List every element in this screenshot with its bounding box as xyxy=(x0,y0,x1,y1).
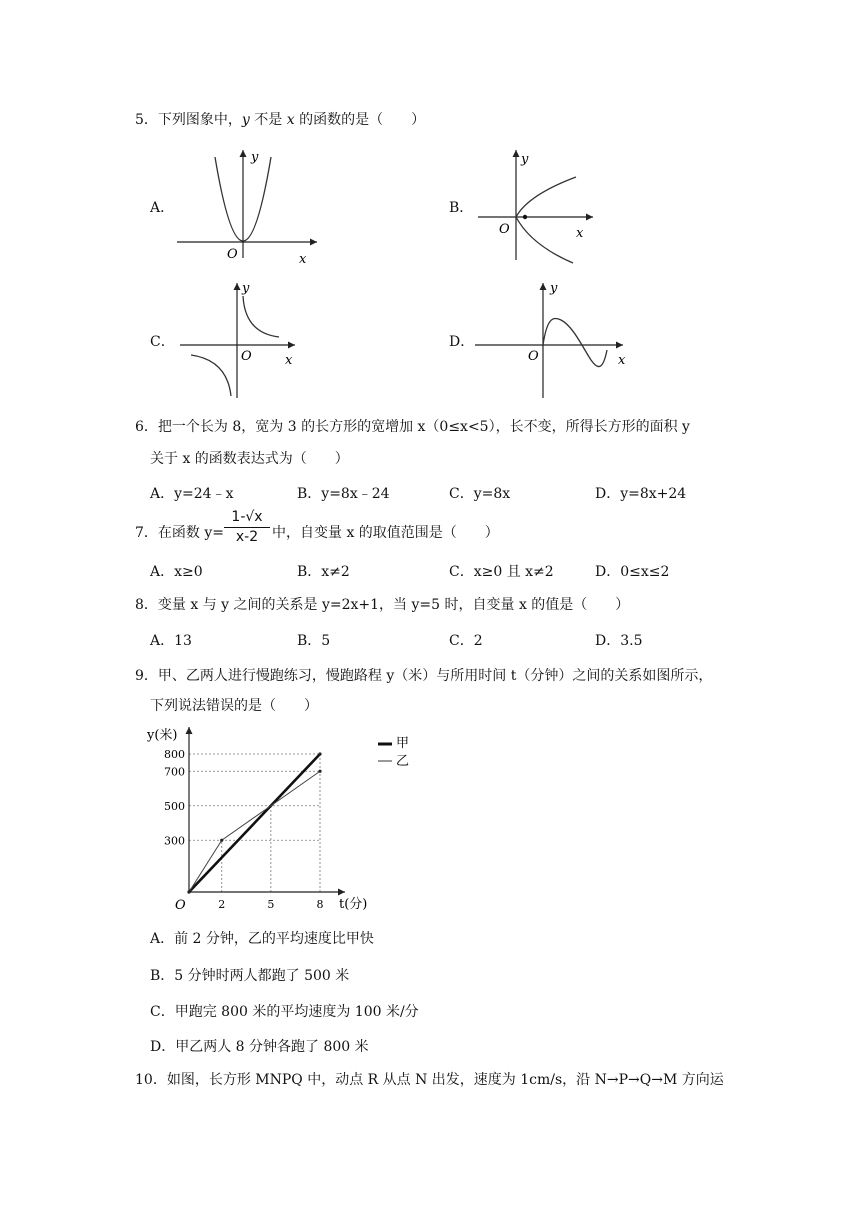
q5-stem xyxy=(135,111,425,129)
q9-option-c: C．甲跑完 800 米的平均速度为 100 米/分 xyxy=(150,1004,419,1020)
q9-line1: 9．甲、乙两人进行慢跑练习，慢跑路程 y（米）与所用时间 t（分钟）之间的关系如图所示， xyxy=(135,668,713,684)
q5-stem-part: 的函数的是（ ） xyxy=(299,112,426,128)
q5-stem-part: 不是 xyxy=(254,112,283,128)
q6-option-c: C．y=8x xyxy=(449,486,511,502)
data-point xyxy=(220,839,223,842)
q7-fraction xyxy=(224,508,270,547)
lower-branch xyxy=(516,217,573,263)
q8-option-b: B．5 xyxy=(297,633,331,649)
legend-label-jia: 甲 xyxy=(396,736,410,751)
origin-label: O xyxy=(227,247,238,262)
y-tick-label: 800 xyxy=(164,748,185,761)
x-tick-label: 8 xyxy=(316,898,324,911)
origin-label: O xyxy=(241,349,252,364)
q6-line1: 6．把一个长为 8，宽为 3 的长方形的宽增加 x（0≤x<5），长不变，所得长方形的面积 y xyxy=(135,419,690,435)
q6-line2: 关于 x 的函数表达式为（ ） xyxy=(150,451,349,467)
q8-option-c: C．2 xyxy=(449,633,483,649)
y-tick-label: 500 xyxy=(164,799,185,813)
axis-y-label: y xyxy=(521,152,529,167)
origin-label: O xyxy=(499,222,510,237)
q5-graph-a xyxy=(175,145,325,265)
q5-var-x: x xyxy=(286,112,295,128)
hyperbola-lower xyxy=(191,355,231,396)
q8-stem: 8．变量 x 与 y 之间的关系是 y=2x+1，当 y=5 时，自变量 x 的值是（ ） xyxy=(135,597,630,613)
q6-option-a: A．y=24﹣x xyxy=(150,486,234,502)
q7-numerator: 1-√x xyxy=(224,508,270,528)
y-axis-label: y(米) xyxy=(147,728,178,743)
axis-x-label: x xyxy=(285,353,293,368)
y-tick-label: 700 xyxy=(164,765,185,779)
axis-y-label: y xyxy=(242,281,250,296)
q7-stem-a: 7．在函数 y= xyxy=(135,525,224,541)
data-point xyxy=(187,890,190,893)
origin-label: O xyxy=(175,898,186,913)
q10-line1: 10．如图，长方形 MNPQ 中，动点 R 从点 N 出发，速度为 1cm/s，沿 N→P→Q→M 方向运 xyxy=(135,1072,724,1088)
q5-graph-c xyxy=(177,278,307,406)
axis-x-label: x xyxy=(618,353,626,368)
x-axis-label: t(分) xyxy=(339,897,368,912)
q8-option-a: A．13 xyxy=(150,633,192,649)
q5-stem-part: 5．下列图象中， xyxy=(135,112,242,128)
hyperbola-upper xyxy=(243,296,279,337)
q5-option-b-label: B． xyxy=(449,200,474,216)
q5-option-d-label: D． xyxy=(449,334,475,350)
q7-option-b: B．x≠2 xyxy=(297,564,350,580)
q8-option-d: D．3.5 xyxy=(595,633,643,649)
series-line-yi xyxy=(189,771,320,892)
axis-y-label: y xyxy=(550,281,558,296)
axis-x-label: x xyxy=(576,226,584,241)
q7-stem-b: 中，自变量 x 的取值范围是（ ） xyxy=(272,525,499,541)
data-point xyxy=(318,770,321,773)
q5-graph-b xyxy=(473,145,603,265)
q9-line2: 下列说法错误的是（ ） xyxy=(150,698,318,714)
q6-option-d: D．y=8x+24 xyxy=(595,486,687,502)
wave-curve xyxy=(543,318,607,366)
legend xyxy=(378,736,409,769)
origin-label: O xyxy=(528,349,539,364)
q5-graph-d xyxy=(473,278,633,406)
series-line-jia xyxy=(189,754,320,892)
q9-option-a: A．前 2 分钟，乙的平均速度比甲快 xyxy=(150,931,374,947)
x-tick-label: 5 xyxy=(267,898,275,911)
y-tick-label: 300 xyxy=(164,834,185,848)
q7-option-c: C．x≥0 且 x≠2 xyxy=(449,564,554,580)
q5-option-c-label: C． xyxy=(150,334,175,350)
upper-branch xyxy=(516,177,576,217)
q6-option-b: B．y=8x﹣24 xyxy=(297,486,390,502)
axis-y-label: y xyxy=(251,150,259,165)
q7-denominator: x-2 xyxy=(235,529,259,545)
axis-x-label: x xyxy=(299,252,307,267)
q5-var-y: y xyxy=(241,112,250,128)
q7-option-a: A．x≥0 xyxy=(150,564,203,580)
q7-option-d: D．0≤x≤2 xyxy=(595,564,670,580)
data-point xyxy=(318,752,321,755)
q5-option-a-label: A． xyxy=(150,200,175,216)
q9-chart xyxy=(145,725,410,920)
x-tick-label: 2 xyxy=(218,898,226,911)
legend-label-yi: 乙 xyxy=(396,754,410,769)
q9-option-b: B．5 分钟时两人都跑了 500 米 xyxy=(150,968,350,984)
q9-option-d: D．甲乙两人 8 分钟各跑了 800 米 xyxy=(150,1039,369,1055)
point-dot xyxy=(523,215,527,219)
